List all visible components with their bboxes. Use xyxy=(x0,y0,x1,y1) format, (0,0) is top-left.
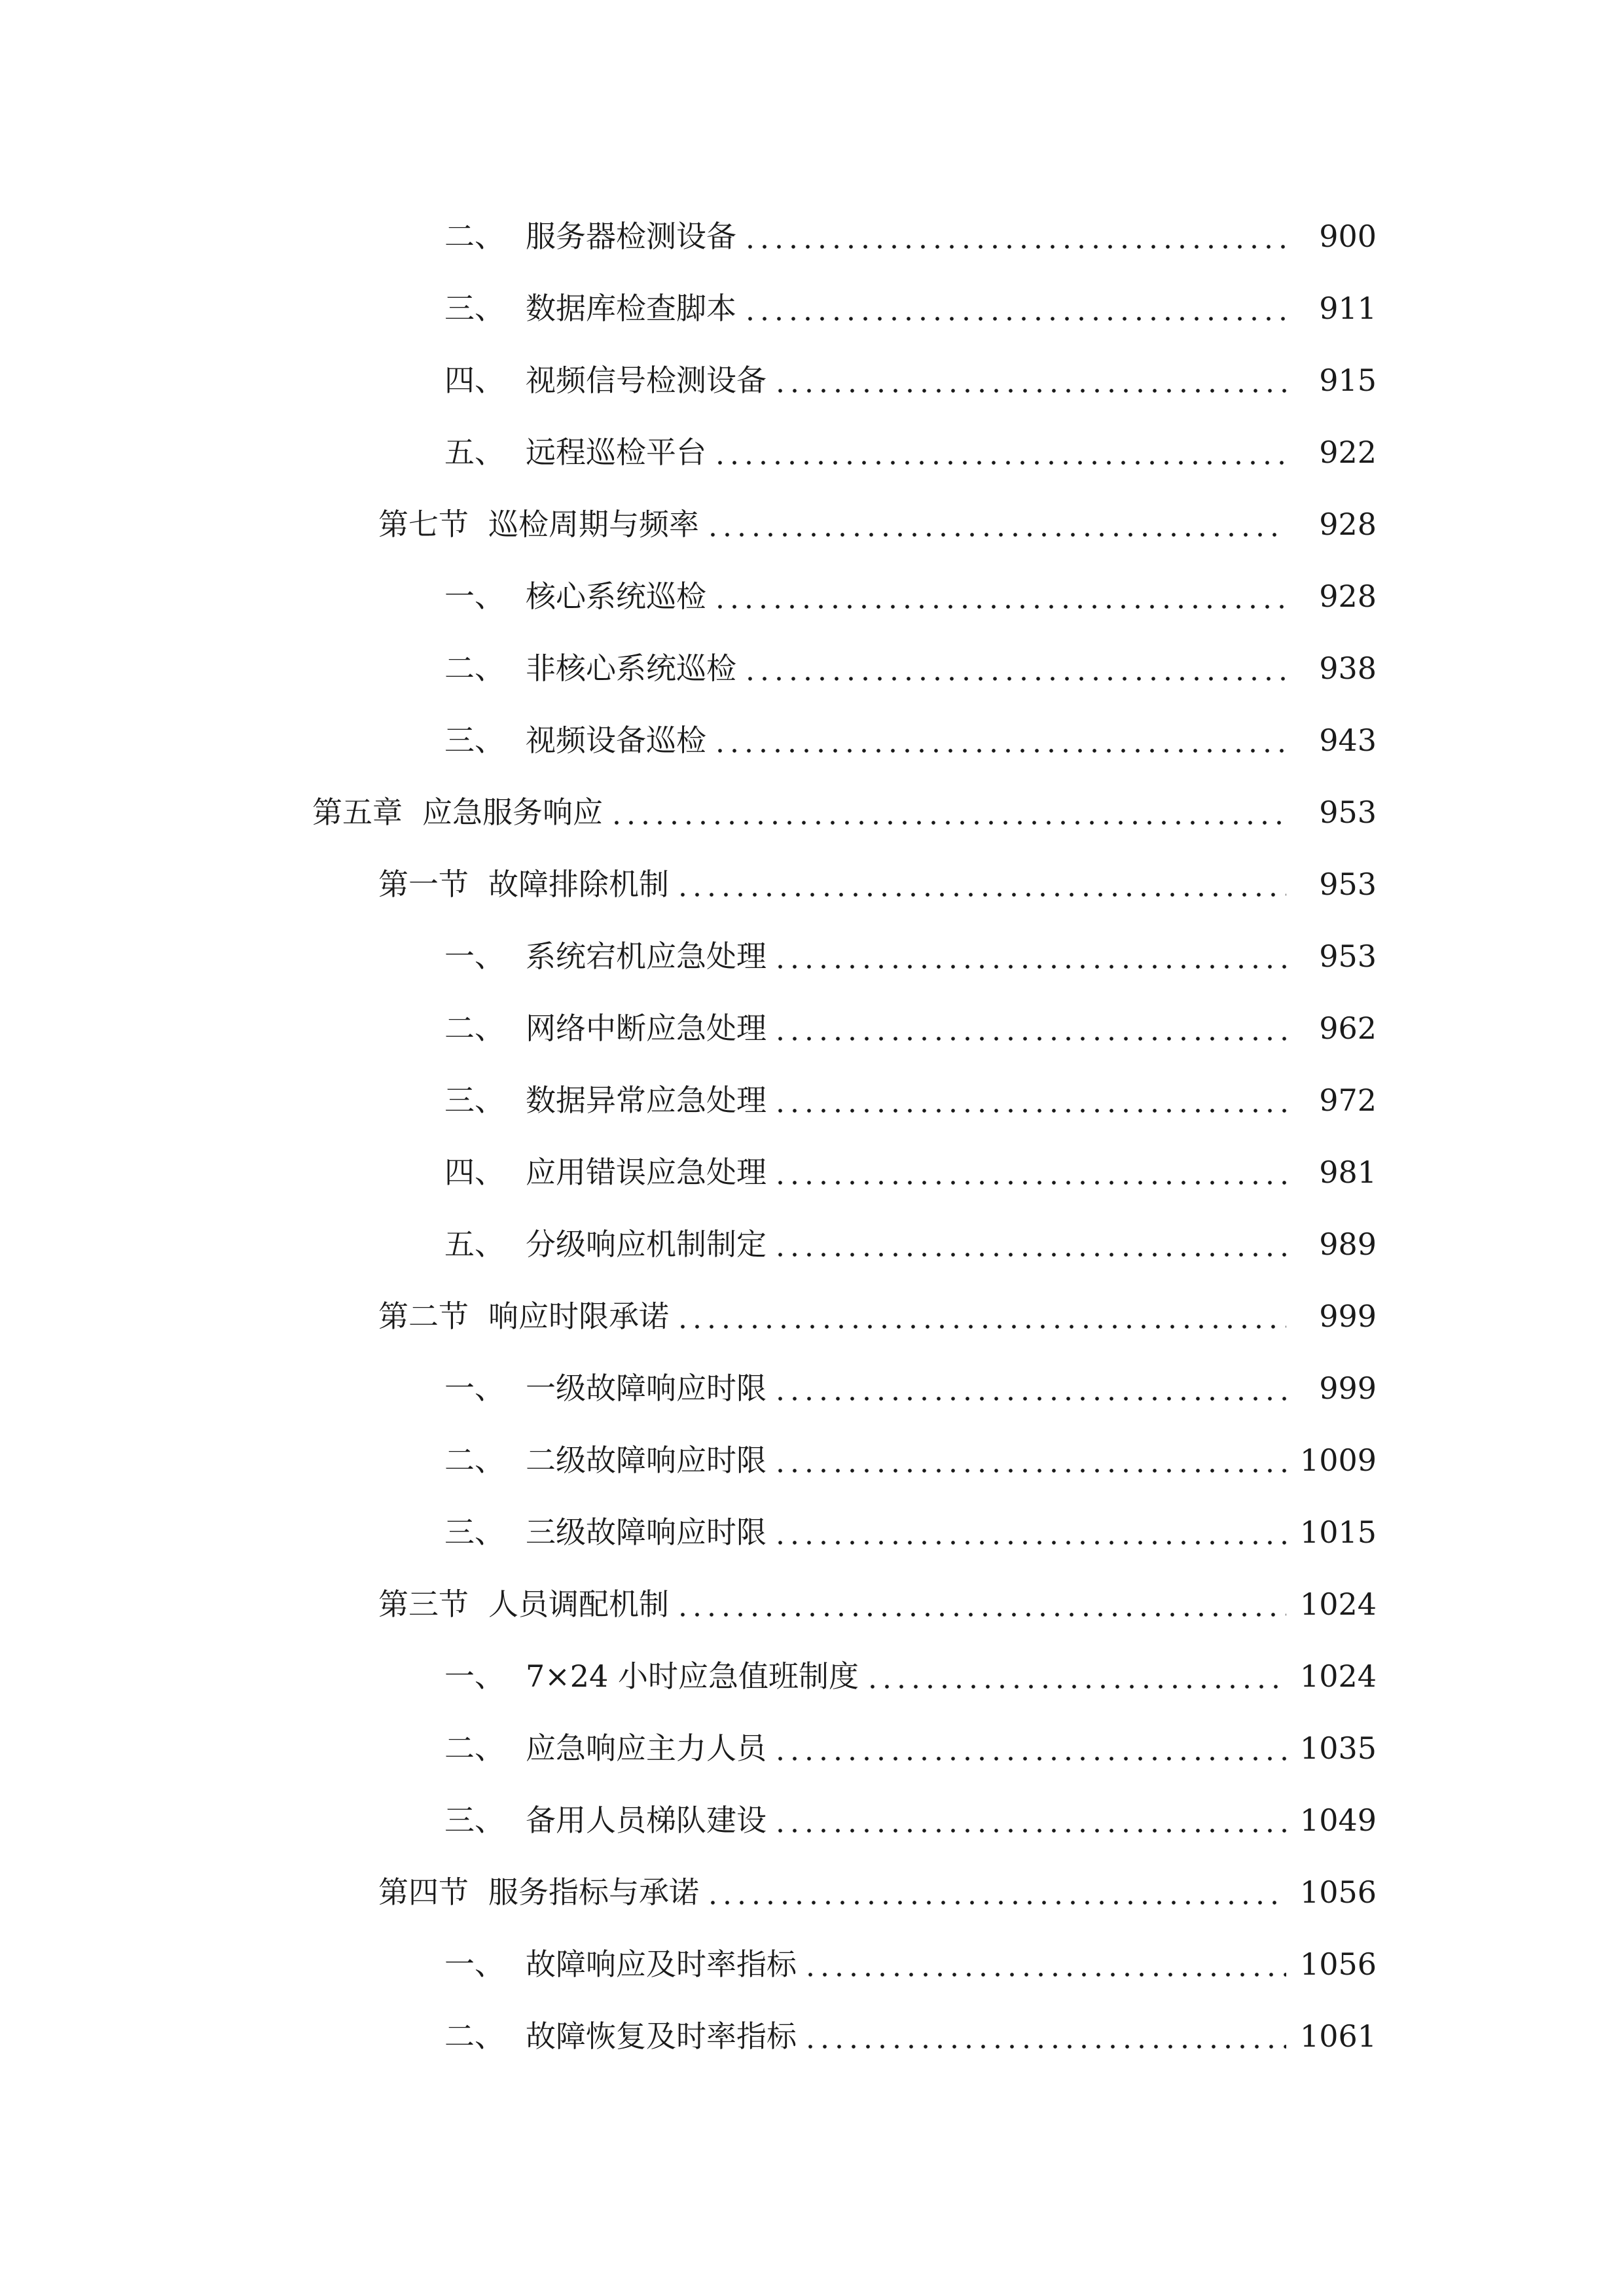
dot-leader xyxy=(743,221,1286,251)
toc-entry-page: 900 xyxy=(1319,219,1377,254)
toc-entry-page: 1056 xyxy=(1299,1874,1377,1910)
dot-leader xyxy=(676,1589,1286,1619)
toc-entry-title: 三级故障响应时限 xyxy=(526,1515,767,1550)
toc-entry-page: 928 xyxy=(1319,579,1377,614)
toc-entry-title: 分级响应机制制定 xyxy=(526,1227,767,1262)
toc-entry[interactable] xyxy=(0,272,1624,344)
toc-entry[interactable] xyxy=(0,416,1624,488)
toc-section-entry[interactable] xyxy=(0,848,1624,920)
toc-entry-title: 服务器检测设备 xyxy=(526,219,736,254)
toc-entry[interactable] xyxy=(0,1496,1624,1568)
toc-entry-page: 999 xyxy=(1319,1371,1377,1406)
toc-entry-page: 953 xyxy=(1319,795,1377,830)
toc-entry[interactable] xyxy=(0,1352,1624,1424)
toc-entry-number: 二、 xyxy=(444,1731,505,1766)
toc-entry-title: 服务指标与承诺 xyxy=(488,1874,699,1910)
toc-entry-number: 三、 xyxy=(444,723,505,758)
toc-entry[interactable] xyxy=(0,344,1624,416)
dot-leader xyxy=(773,1805,1286,1835)
toc-entry[interactable] xyxy=(0,704,1624,776)
toc-section-entry[interactable] xyxy=(0,1568,1624,1640)
toc-entry[interactable] xyxy=(0,920,1624,992)
toc-entry-title: 人员调配机制 xyxy=(488,1587,669,1622)
toc-entry[interactable] xyxy=(0,1784,1624,1856)
toc-entry-title: 故障响应及时率指标 xyxy=(526,1946,797,1982)
toc-entry-title: 系统宕机应急处理 xyxy=(526,939,767,974)
toc-entry-title: 视频设备巡检 xyxy=(526,723,706,758)
dot-leader xyxy=(773,1229,1286,1259)
toc-entry-title: 应急服务响应 xyxy=(422,795,603,830)
dot-leader xyxy=(803,1949,1286,1979)
toc-entry-page: 943 xyxy=(1319,723,1377,758)
toc-entry-title: 响应时限承诺 xyxy=(488,1299,669,1334)
toc-entry-number: 一、 xyxy=(444,1371,505,1406)
dot-leader xyxy=(676,869,1286,899)
dot-leader xyxy=(773,365,1286,395)
toc-entry-page: 989 xyxy=(1319,1227,1377,1262)
toc-entry[interactable] xyxy=(0,992,1624,1064)
toc-entry-page: 972 xyxy=(1319,1083,1377,1118)
toc-entry-page: 953 xyxy=(1319,867,1377,902)
dot-leader xyxy=(773,1733,1286,1763)
toc-entry[interactable] xyxy=(0,2000,1624,2072)
dot-leader xyxy=(773,1445,1286,1475)
dot-leader xyxy=(609,797,1286,827)
toc-entry-page: 962 xyxy=(1319,1011,1377,1046)
dot-leader xyxy=(706,509,1286,539)
toc-entry-title: 二级故障响应时限 xyxy=(526,1443,767,1478)
toc-section-entry[interactable] xyxy=(0,1280,1624,1352)
toc-entry-page: 981 xyxy=(1319,1155,1377,1190)
toc-entry-title: 数据异常应急处理 xyxy=(526,1083,767,1118)
toc-entry-title: 核心系统巡检 xyxy=(526,579,706,614)
toc-entry-title: 视频信号检测设备 xyxy=(526,363,767,398)
toc-entry-title: 7×24 小时应急值班制度 xyxy=(526,1659,859,1694)
dot-leader xyxy=(773,1013,1286,1043)
dot-leader xyxy=(803,2021,1286,2051)
toc-entry[interactable] xyxy=(0,1424,1624,1496)
toc-section-entry[interactable] xyxy=(0,1856,1624,1928)
toc-entry-number: 二、 xyxy=(444,1011,505,1046)
dot-leader xyxy=(773,1373,1286,1403)
toc-entry[interactable] xyxy=(0,200,1624,272)
dot-leader xyxy=(743,653,1286,683)
toc-entry-page: 915 xyxy=(1319,363,1377,398)
toc-entry-title: 巡检周期与频率 xyxy=(488,507,699,542)
toc-entry-title: 网络中断应急处理 xyxy=(526,1011,767,1046)
toc-entry-title: 备用人员梯队建设 xyxy=(526,1803,767,1838)
toc-entry-page: 911 xyxy=(1319,291,1377,326)
toc-entry-page: 999 xyxy=(1319,1299,1377,1334)
toc-entry-number: 四、 xyxy=(444,1155,505,1190)
toc-entry-page: 928 xyxy=(1319,507,1377,542)
toc-entry-title: 一级故障响应时限 xyxy=(526,1371,767,1406)
toc-entry-page: 1009 xyxy=(1299,1443,1377,1478)
dot-leader xyxy=(773,1085,1286,1115)
toc-entry[interactable] xyxy=(0,1640,1624,1712)
toc-section-entry[interactable] xyxy=(0,488,1624,560)
toc-entry-page: 1035 xyxy=(1299,1731,1377,1766)
toc-entry-title: 应急响应主力人员 xyxy=(526,1731,767,1766)
toc-entry-page: 1024 xyxy=(1299,1587,1377,1622)
toc-entry-title: 非核心系统巡检 xyxy=(526,651,736,686)
toc-entry-number: 第三节 xyxy=(378,1587,469,1622)
toc-entry[interactable] xyxy=(0,632,1624,704)
toc-entry-number: 二、 xyxy=(444,219,505,254)
toc-entry[interactable] xyxy=(0,1064,1624,1136)
toc-entry-title: 故障恢复及时率指标 xyxy=(526,2018,797,2054)
toc-entry-page: 1049 xyxy=(1299,1803,1377,1838)
toc-entry-number: 第二节 xyxy=(378,1299,469,1334)
toc-entry-number: 一、 xyxy=(444,1659,505,1694)
toc-entry-page: 1061 xyxy=(1299,2018,1377,2054)
dot-leader xyxy=(713,581,1286,611)
toc-entry-page: 938 xyxy=(1319,651,1377,686)
toc-chapter-entry[interactable] xyxy=(0,776,1624,848)
toc-entry-number: 第一节 xyxy=(378,867,469,902)
dot-leader xyxy=(743,293,1286,323)
table-of-contents xyxy=(0,200,1624,2072)
toc-entry[interactable] xyxy=(0,1712,1624,1784)
dot-leader xyxy=(773,1517,1286,1547)
toc-entry-title: 远程巡检平台 xyxy=(526,435,706,470)
toc-entry-page: 1056 xyxy=(1299,1946,1377,1982)
toc-entry-title: 数据库检查脚本 xyxy=(526,291,736,326)
toc-entry[interactable] xyxy=(0,1136,1624,1208)
dot-leader xyxy=(865,1661,1286,1691)
toc-entry-number: 一、 xyxy=(444,579,505,614)
toc-entry-number: 三、 xyxy=(444,1515,505,1550)
toc-entry-title: 应用错误应急处理 xyxy=(526,1155,767,1190)
toc-entry-page: 922 xyxy=(1319,435,1377,470)
toc-entry-page: 1024 xyxy=(1299,1659,1377,1694)
toc-entry-number: 二、 xyxy=(444,2018,505,2054)
toc-entry[interactable] xyxy=(0,560,1624,632)
dot-leader xyxy=(773,1157,1286,1187)
toc-entry-number: 五、 xyxy=(444,435,505,470)
toc-entry-number: 四、 xyxy=(444,363,505,398)
toc-entry-number: 三、 xyxy=(444,1803,505,1838)
toc-entry-number: 二、 xyxy=(444,1443,505,1478)
dot-leader xyxy=(773,941,1286,971)
toc-entry-number: 第四节 xyxy=(378,1874,469,1910)
dot-leader xyxy=(713,725,1286,755)
toc-entry-number: 三、 xyxy=(444,291,505,326)
toc-entry-page: 1015 xyxy=(1299,1515,1377,1550)
dot-leader xyxy=(676,1301,1286,1331)
toc-entry-number: 二、 xyxy=(444,651,505,686)
toc-entry-number: 第七节 xyxy=(378,507,469,542)
toc-entry-title: 故障排除机制 xyxy=(488,867,669,902)
toc-entry-number: 三、 xyxy=(444,1083,505,1118)
dot-leader xyxy=(713,437,1286,467)
toc-entry[interactable] xyxy=(0,1208,1624,1280)
toc-entry-number: 一、 xyxy=(444,939,505,974)
dot-leader xyxy=(706,1877,1286,1907)
toc-entry-number: 一、 xyxy=(444,1946,505,1982)
toc-entry[interactable] xyxy=(0,1928,1624,2000)
toc-entry-number: 第五章 xyxy=(312,795,403,830)
toc-entry-page: 953 xyxy=(1319,939,1377,974)
toc-entry-number: 五、 xyxy=(444,1227,505,1262)
